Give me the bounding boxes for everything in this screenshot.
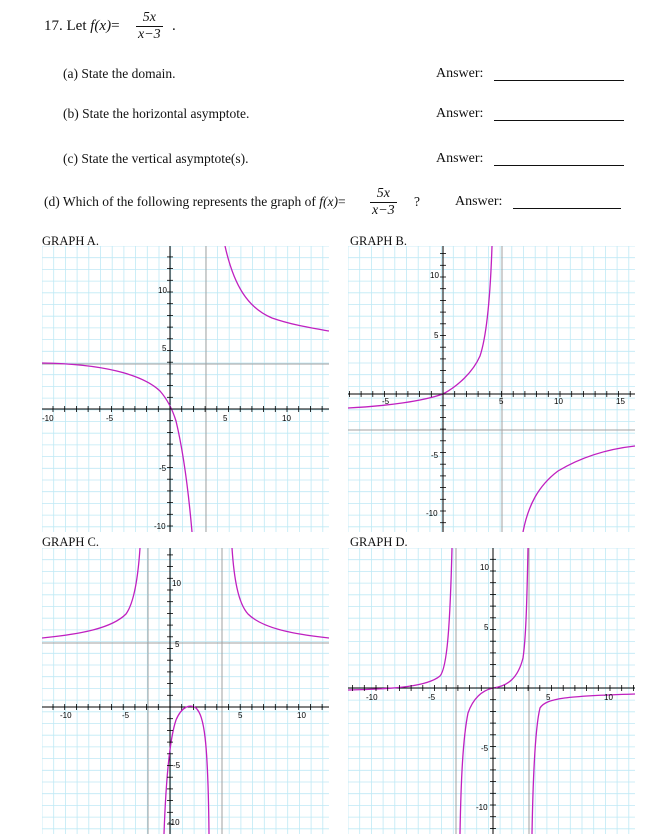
graph-b-xtick-1: -5: [382, 397, 390, 406]
part-a-answer-label: Answer:: [436, 66, 484, 81]
graph-d-xtick-2: -5: [428, 693, 436, 702]
graph-c-xtick-4: 10: [297, 711, 306, 720]
part-d-fraction: [370, 186, 397, 219]
graph-c-xtick-2: -5: [122, 711, 130, 720]
function-fraction: [136, 10, 163, 43]
graph-c-ytick-4: -10: [168, 818, 180, 827]
graph-a-xtick-2: -5: [106, 414, 114, 423]
graph-c-ytick-2: 5: [175, 640, 180, 649]
function-name: f(x): [90, 18, 112, 34]
graph-b-xtick-4: 15: [616, 397, 625, 406]
graph-c-xtick-3: 5: [238, 711, 243, 720]
graph-a-ytick-1: 10: [158, 286, 167, 295]
graph-a-xtick-4: 10: [282, 414, 291, 423]
graph-b-ytick-4: -10: [426, 509, 438, 518]
graph-a-xtick-1: -10: [42, 414, 54, 423]
header-period: .: [172, 18, 176, 34]
graph-d-curve-middle: [460, 548, 528, 834]
problem-header: 17. Let f(x)=: [44, 18, 120, 34]
graph-b-ytick-1: 10: [430, 271, 439, 280]
graph-b-curve-right: [523, 446, 635, 532]
problem-number: 17.: [44, 18, 63, 34]
graph-d: [348, 548, 635, 834]
graph-b-xtick-2: 5: [499, 397, 504, 406]
graph-c-grid: [42, 548, 329, 834]
part-d-function-name: f(x): [319, 194, 339, 209]
graph-d-label: GRAPH D.: [350, 535, 408, 549]
graph-c: [42, 548, 329, 834]
part-b-answer-blank[interactable]: [494, 120, 624, 121]
graph-d-xtick-4: 10: [604, 693, 613, 702]
graph-d-xtick-3: 5: [546, 693, 551, 702]
graph-c-ytick-3: -5: [173, 761, 181, 770]
part-d-numerator: 5x: [376, 186, 390, 201]
graph-a-label: GRAPH A.: [42, 234, 99, 248]
part-a-text: (a) State the domain.: [63, 66, 176, 81]
part-d-denominator: x−3: [372, 203, 395, 218]
graph-b: [348, 246, 635, 532]
graph-c-xtick-1: -10: [60, 711, 72, 720]
graph-b-ytick-3: -5: [431, 451, 439, 460]
graph-b-label: GRAPH B.: [350, 234, 407, 248]
part-d-question: (d) Which of the following represents the graph of: [44, 194, 316, 209]
graph-c-label: GRAPH C.: [42, 535, 99, 549]
graph-c-curve-left: [42, 548, 140, 638]
graph-b-ytick-2: 5: [434, 331, 439, 340]
part-d-answer-label: Answer:: [455, 194, 503, 209]
graph-a-ytick-2: 5: [162, 344, 167, 353]
part-d-text: (d) Which of the following represents the graph of f(x)=: [44, 194, 346, 209]
graph-a-ytick-4: -10: [154, 522, 166, 531]
fraction-numerator: 5x: [142, 10, 156, 25]
graph-a-ytick-3: -5: [159, 464, 167, 473]
graph-c-curve-right: [232, 548, 329, 638]
problem-lead: Let: [66, 18, 87, 34]
part-a-answer-blank[interactable]: [494, 80, 624, 81]
part-c-answer-blank[interactable]: [494, 165, 624, 166]
graph-b-xtick-3: 10: [554, 397, 563, 406]
graph-c-ytick-1: 10: [172, 579, 181, 588]
graph-d-ytick-2: 5: [484, 623, 489, 632]
part-c-answer-label: Answer:: [436, 151, 484, 166]
graph-d-curve-right: [532, 694, 635, 834]
graph-d-ytick-4: -10: [476, 803, 488, 812]
graph-d-ytick-1: 10: [480, 563, 489, 572]
graph-d-xtick-1: -10: [366, 693, 378, 702]
part-b-answer-label: Answer:: [436, 106, 484, 121]
graph-a-xtick-3: 5: [223, 414, 228, 423]
graph-d-curve-left: [348, 548, 452, 690]
graph-a: [42, 246, 329, 532]
part-c-text: (c) State the vertical asymptote(s).: [63, 151, 249, 166]
graph-b-curve-left: [348, 246, 492, 408]
graph-d-ytick-3: -5: [481, 744, 489, 753]
fraction-denominator: x−3: [138, 27, 161, 42]
part-d-question-mark: ?: [414, 194, 420, 209]
graph-b-grid: [348, 246, 635, 532]
part-b-text: (b) State the horizontal asymptote.: [63, 106, 250, 121]
graph-a-grid: [42, 246, 329, 532]
graph-d-grid: [348, 548, 635, 834]
part-d-answer-blank[interactable]: [513, 208, 621, 209]
